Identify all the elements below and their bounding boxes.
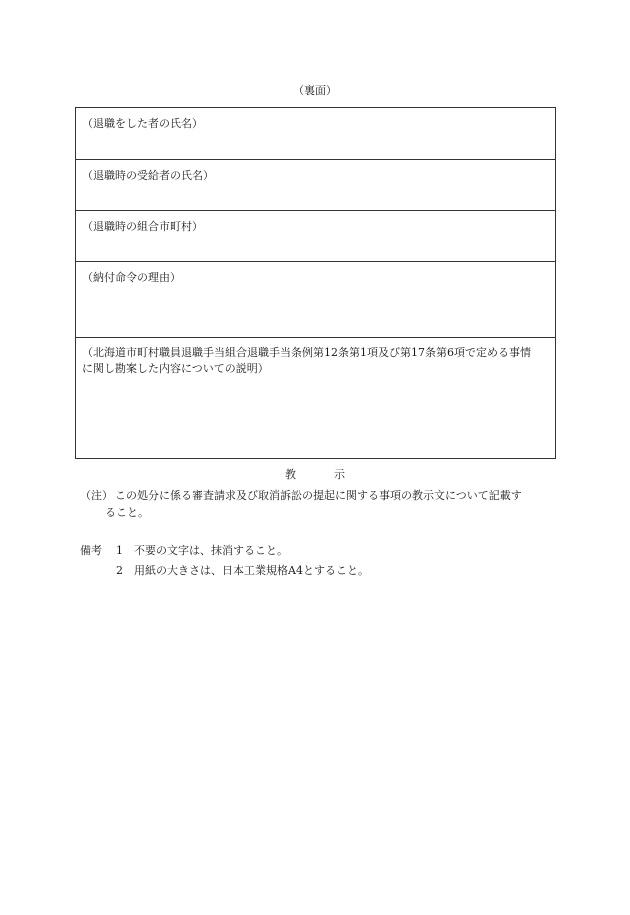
note-block [80, 487, 560, 521]
teaching-char-1: 教 [285, 468, 296, 481]
row-label-line-2: に関し勘案した内容についての説明） [82, 361, 269, 375]
form-row-municipality [76, 211, 555, 262]
row-label: （退職時の組合市町村） [82, 220, 203, 233]
remark-text: 用紙の大きさは、日本工業規格A4とすること。 [134, 563, 369, 577]
row-label-line-1: （北海道市町村職員退職手当組合退職手当条例第12条第1項及び第17条第6項で定める事情 [82, 346, 531, 359]
remark-item [116, 561, 560, 581]
note-label: （注） [80, 489, 113, 502]
row-label: （退職時の受給者の氏名） [82, 169, 214, 182]
remark-item [116, 541, 560, 561]
note-text [105, 487, 560, 521]
form-row-recipient-name [76, 160, 555, 211]
remarks-label: 備考 [80, 544, 102, 557]
teaching-heading [0, 467, 630, 482]
page-title: （裏面） [293, 84, 337, 97]
remark-number: 1 [116, 544, 123, 557]
row-label: （退職をした者の氏名） [82, 117, 203, 130]
form-row-retiree-name [76, 108, 555, 160]
form-row-payment-reason [76, 262, 555, 338]
note-line-2: ること。 [105, 506, 149, 520]
remark-text: 不要の文字は、抹消すること。 [134, 544, 288, 557]
row-label: （納付命令の理由） [82, 271, 181, 284]
remark-number: 2 [116, 563, 123, 577]
teaching-char-2: 示 [334, 468, 345, 481]
remarks-block [80, 541, 560, 581]
form-table [75, 107, 556, 459]
note-line-1: この処分に係る審査請求及び取消訴訟の提起に関する事項の教示文について記載す [115, 489, 522, 502]
form-row-explanation [76, 338, 555, 458]
